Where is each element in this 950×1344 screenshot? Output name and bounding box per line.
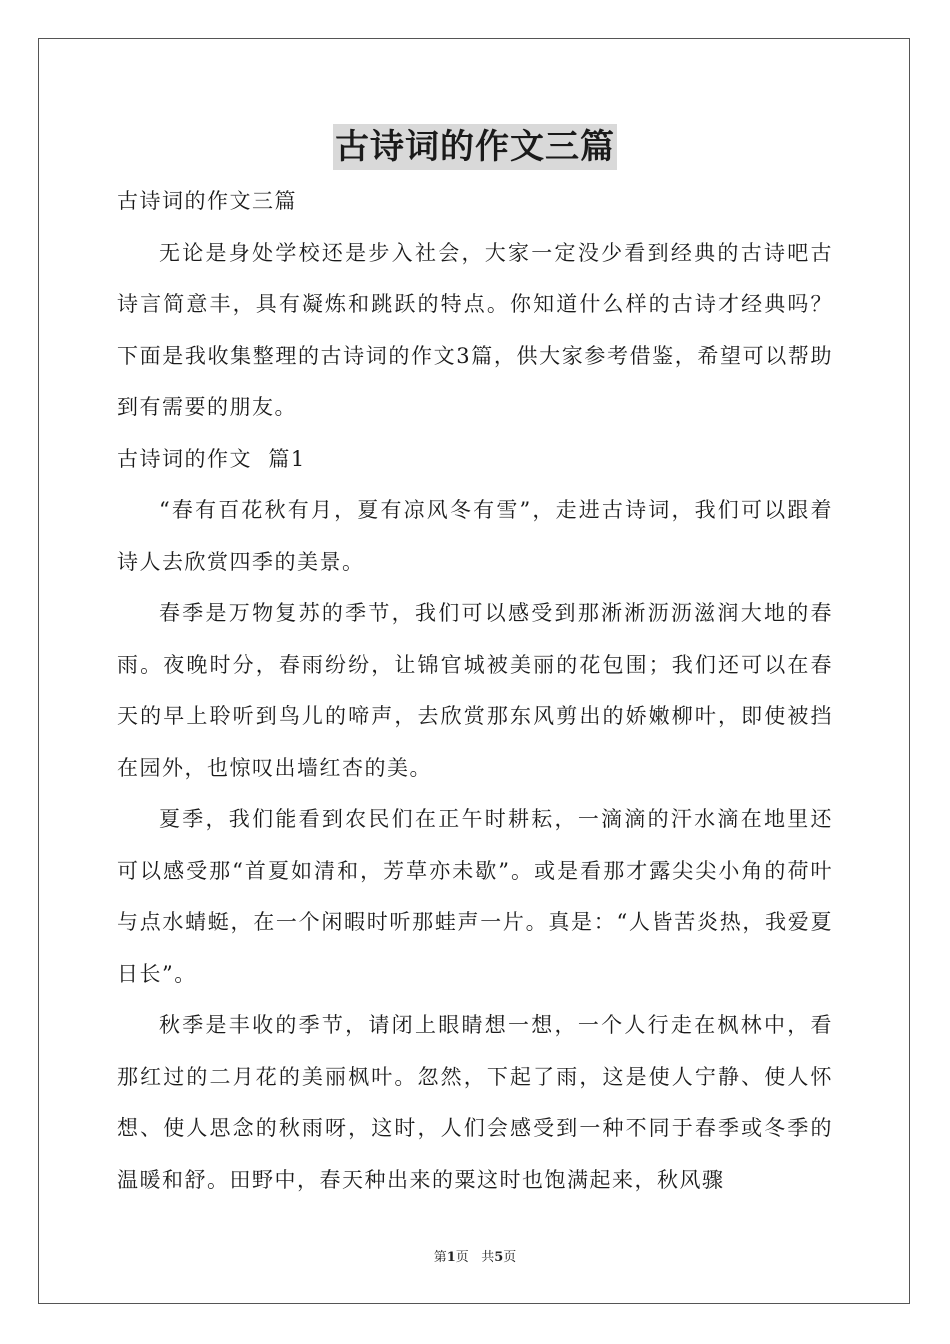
- section-heading: 古诗词的作文 篇1: [117, 446, 306, 471]
- total-page-number: 5: [494, 1250, 504, 1265]
- paragraph: 秋季是丰收的季节，请闭上眼睛想一想，一个人行走在枫林中，看那红过的二月花的美丽枫叶。忽然，下起了雨，这是使人宁静、使人怀想、使人思念的秋雨呀，这时，人们会感受到一种不同于春季或冬季的温暖和舒。田野中，春天种出来的粟这时也饱满起来，秋风骤: [117, 1013, 833, 1192]
- current-page-number: 1: [446, 1250, 456, 1265]
- title-container: [0, 124, 950, 170]
- paragraph: “春有百花秋有月，夏有凉风冬有雪”，走进古诗词，我们可以跟着诗人去欣赏四季的美景。: [117, 498, 833, 574]
- page-prefix: 第: [433, 1250, 447, 1265]
- paragraph: 古诗词的作文三篇: [117, 189, 297, 213]
- paragraph: 夏季，我们能看到农民们在正午时耕耘，一滴滴的汗水滴在地里还可以感受那“首夏如清和，芳草亦未歇”。或是看那才露尖尖小角的荷叶与点水蜻蜓，在一个闲暇时听那蛙声一片。真是：“人皆苦炎热，我爱夏日长”。: [117, 807, 833, 986]
- page-suffix: 页: [503, 1250, 517, 1265]
- page-mid: 页 共: [455, 1250, 495, 1265]
- paragraph: 无论是身处学校还是步入社会，大家一定没少看到经典的古诗吧古诗言简意丰，具有凝炼和跳跃的特点。你知道什么样的古诗才经典吗？下面是我收集整理的古诗词的作文3篇，供大家参考借鉴，希望可以帮助到有需要的朋友。: [117, 240, 833, 419]
- document-title: 古诗词的作文三篇: [333, 124, 617, 170]
- document-body: [117, 176, 833, 1206]
- page-footer: [0, 1246, 950, 1265]
- paragraph: 春季是万物复苏的季节，我们可以感受到那淅淅沥沥滋润大地的春雨。夜晚时分，春雨纷纷，让锦官城被美丽的花包围；我们还可以在春天的早上聆听到鸟儿的啼声，去欣赏那东风剪出的娇嫩柳叶，即使被挡在园外，也惊叹出墙红杏的美。: [117, 601, 833, 780]
